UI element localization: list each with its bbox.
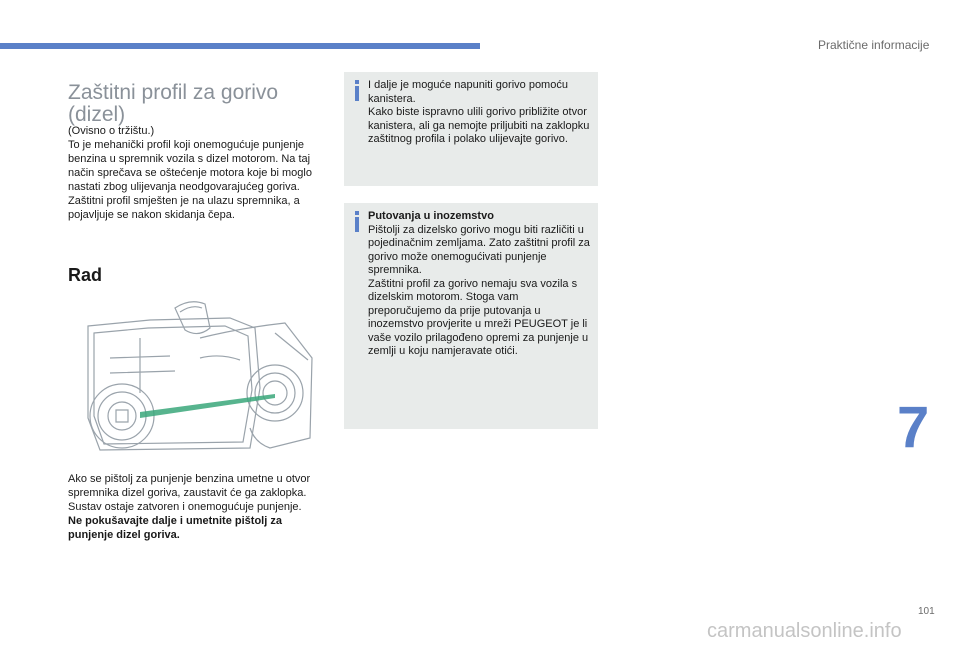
intro-line-market: (Ovisno o tržištu.) <box>68 125 155 137</box>
page-title: Zaštitni profil za gorivo (dizel) <box>68 81 279 127</box>
warning-text <box>68 472 318 542</box>
info-icon <box>352 211 362 232</box>
info-box-canister-body: I dalje je moguće napuniti gorivo pomoću kanistera. Kako biste ispravno ulili gorivo približite otvor kanistera, ali ga nemojte priljubiti na zaklopku zaštitnog profila i polako ulijevajte gorivo. <box>368 79 590 145</box>
watermark: carmanualsonline.info <box>707 620 902 642</box>
section-title: Praktične informacije <box>818 38 930 52</box>
chapter-number: 7 <box>897 395 930 460</box>
subheading-rad: Rad <box>68 265 103 285</box>
intro-line-description: To je mehanički profil koji onemogućuje punjenje benzina u spremnik vozila s dizel motorom. Na taj način sprečava se oštećenje motora koje bi moglo nastati zbog ulijevanja neodgovarajućeg goriva. <box>68 139 312 193</box>
warning-instruction: Ne pokušavajte dalje i umetnite pištolj za punjenje dizel goriva. <box>68 515 282 541</box>
chapter-color-bar <box>0 43 480 49</box>
info-box-travel-text <box>368 210 594 359</box>
warning-description: Ako se pištolj za punjenje benzina umetne u otvor spremnika dizel goriva, zaustavit će ga zaklopka. Sustav ostaje zatvoren i onemogućuje punjenje. <box>68 473 311 513</box>
info-box-travel-body: Pištolji za dizelsko gorivo mogu biti različiti u pojedinačnim zemljama. Zato zaštitni profil za gorivo može onemogućivati punjenje spremnika. Zaštitni profil za gorivo nemaju sva vozila s dizelskim motorom. Stoga vam preporučujemo da prije putovanja u inozemstvo provjerite u mreži PEUGEOT je li vaše vozilo prilagođeno opremi za punjenje u zemlji u koju namjeravate otići. <box>368 223 590 357</box>
info-box-canister-text <box>368 79 594 147</box>
info-box-travel-heading: Putovanja u inozemstvo <box>368 210 494 222</box>
info-icon <box>352 80 362 101</box>
page-number: 101 <box>918 606 935 617</box>
intro-line-location: Zaštitni profil smješten je na ulazu spremnika, a pojavljuje se nakon skidanja čepa. <box>68 195 300 221</box>
info-box-travel-abroad <box>344 203 598 429</box>
intro-text <box>68 124 323 222</box>
info-box-canister <box>344 72 598 186</box>
fuel-filler-illustration <box>80 298 315 458</box>
